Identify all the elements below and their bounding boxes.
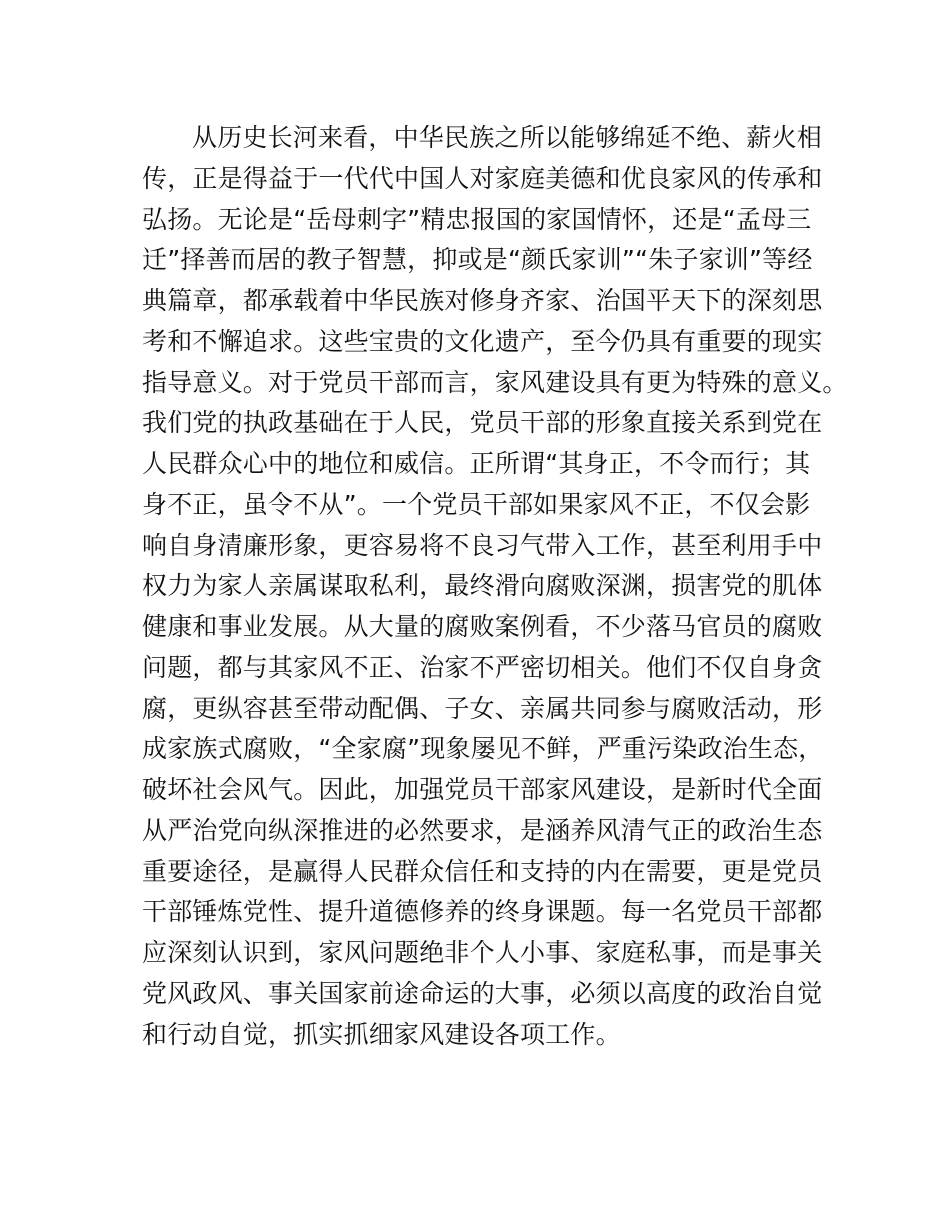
paragraph-line: 身不正，虽令不从”。一个党员干部如果家风不正，不仅会影 [142,489,811,519]
paragraph-line: 人民群众心中的地位和威信。正所谓“其身正，不令而行；其 [142,449,811,478]
paragraph-line: 问题，都与其家风不正、治家不严密切相关。他们不仅自身贪 [142,652,823,682]
paragraph-line: 腐，更纵容甚至带动配偶、子女、亲属共同参与腐败活动，形 [142,693,823,723]
paragraph-line: 典篇章，都承载着中华民族对修身齐家、治国平天下的深刻思 [142,286,823,315]
paragraph-line: 弘扬。无论是“岳母刺字”精忠报国的家国情怀，还是“孟母三 [142,204,812,234]
paragraph-line: 从严治党向纵深推进的必然要求，是涵养风清气正的政治生态 [142,815,823,845]
paragraph-line: 党风政风、事关国家前途命运的大事，必须以高度的政治自觉 [142,978,823,1008]
paragraph-line: 和行动自觉，抓实抓细家风建设各项工作。 [142,1019,621,1049]
paragraph-line: 传，正是得益于一代代中国人对家庭美德和优良家风的传承和 [142,163,823,193]
paragraph-line: 重要途径，是赢得人民群众信任和支持的内在需要，更是党员 [142,856,823,886]
paragraph-line: 健康和事业发展。从大量的腐败案例看，不少落马官员的腐败 [142,612,823,641]
paragraph-line: 应深刻认识到，家风问题绝非个人小事、家庭私事，而是事关 [142,938,823,967]
paragraph-line: 破坏社会风气。因此，加强党员干部家风建设，是新时代全面 [142,775,823,804]
paragraph-line: 迁”择善而居的教子智慧，抑或是“颜氏家训”“朱子家训”等经 [142,245,813,275]
paragraph-line: 从历史长河来看，中华民族之所以能够绵延不绝、薪火相 [192,123,823,152]
body-paragraph [142,118,848,1055]
paragraph-line: 我们党的执政基础在于人民，党员干部的形象直接关系到党在 [142,408,823,438]
paragraph-line: 指导意义。对于党员干部而言，家风建设具有更为特殊的意义。 [142,367,848,397]
paragraph-line: 响自身清廉形象，更容易将不良习气带入工作，甚至利用手中 [142,530,823,560]
paragraph-line: 考和不懈追求。这些宝贵的文化遗产，至今仍具有重要的现实 [142,326,823,356]
paragraph-line: 权力为家人亲属谋取私利，最终滑向腐败深渊，损害党的肌体 [142,571,823,601]
paragraph-line: 成家族式腐败，“全家腐”现象屡见不鲜，严重污染政治生态， [142,734,824,764]
paragraph-line: 干部锤炼党性、提升道德修养的终身课题。每一名党员干部都 [142,897,823,927]
